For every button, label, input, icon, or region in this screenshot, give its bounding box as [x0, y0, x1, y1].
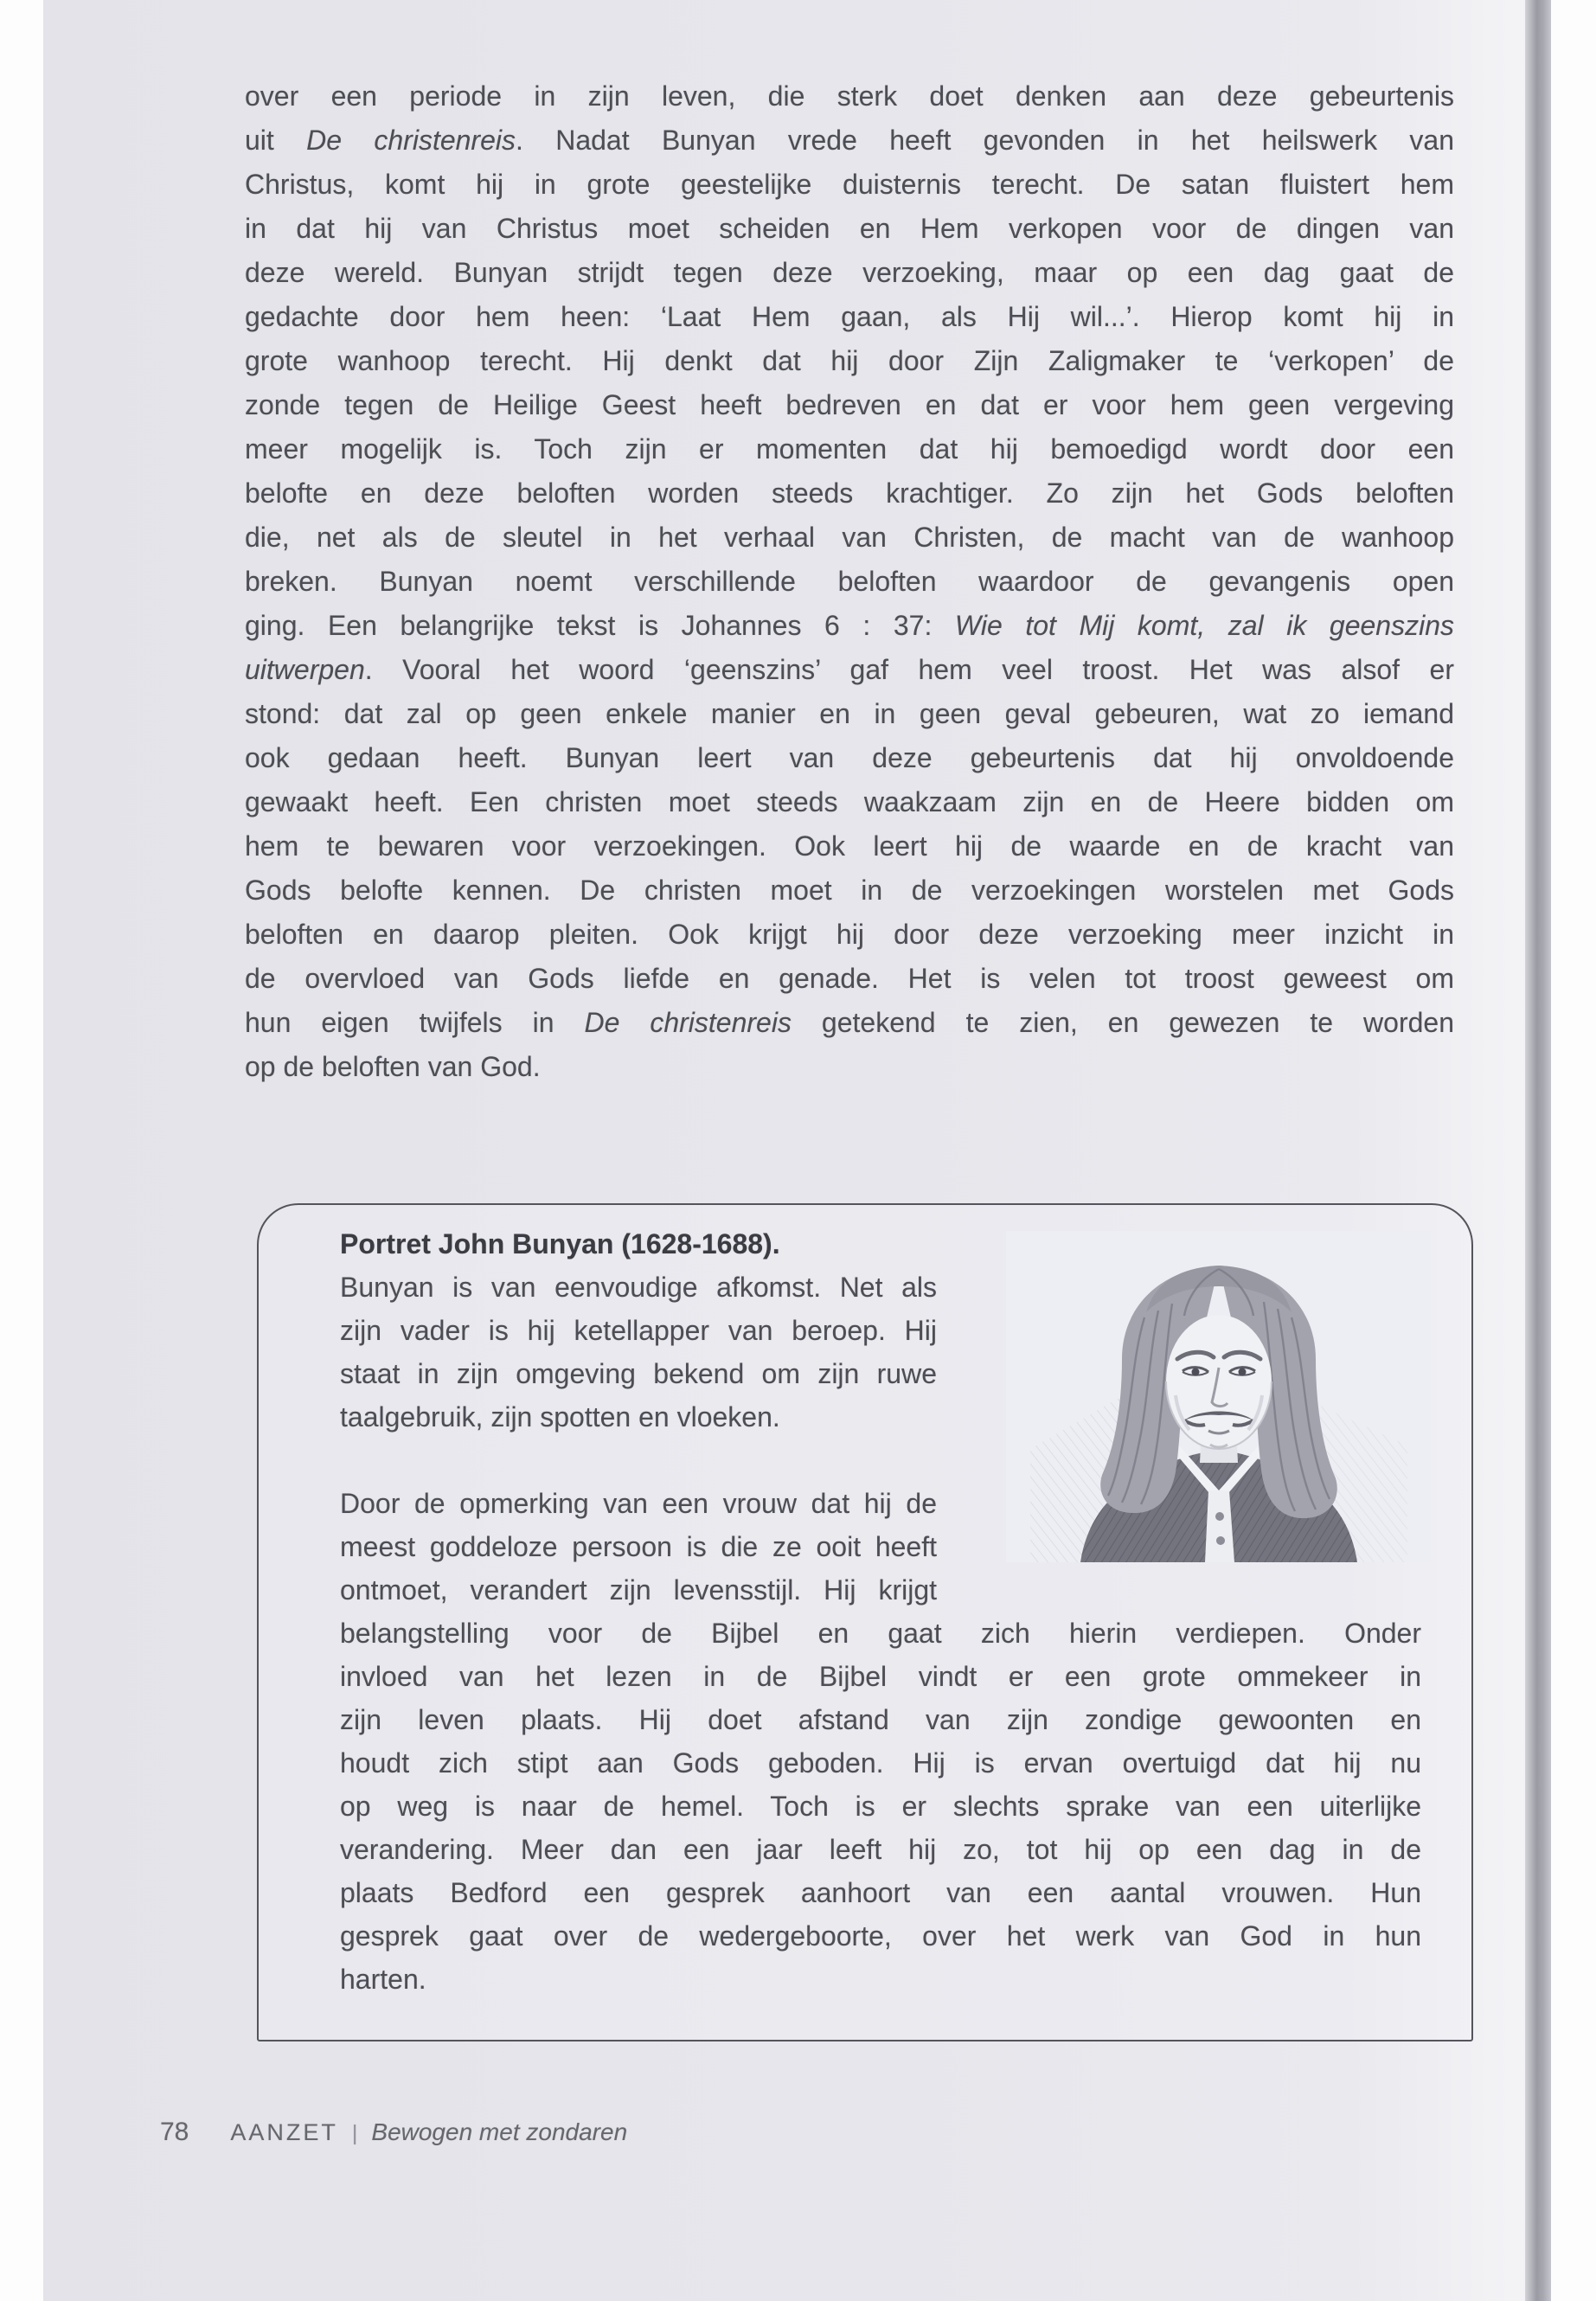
text-segment: houdt zich stipt aan Gods geboden. Hij is ervan overtuigd dat hij nu [340, 1747, 1421, 1779]
info-box-title: Portret John Bunyan (1628-1688). [340, 1228, 780, 1259]
text-line [245, 74, 1454, 119]
text-line [340, 1914, 1421, 1958]
text-segment: getekend te zien, en gewezen te worden [791, 1007, 1455, 1038]
text-line [245, 648, 1454, 692]
text-segment: die, net als de sleutel in het verhaal van Christen, de macht van de wanhoop [245, 522, 1454, 553]
footer-chapter-title: Bewogen met zondaren [371, 2118, 628, 2145]
text-segment: zijn leven plaats. Hij doet afstand van zijn zondige gewoonten en [340, 1704, 1421, 1735]
text-segment: Christus, komt hij in grote geestelijke duisternis terecht. De satan fluistert hem [245, 169, 1454, 200]
text-segment: op weg is naar de hemel. Toch is er slechts sprake van een uiterlijke [340, 1791, 1421, 1822]
text-segment: op de beloften van God. [245, 1051, 541, 1082]
text-segment: Door de opmerking van een vrouw dat hij de [340, 1488, 937, 1519]
text-line [245, 251, 1454, 295]
text-line [245, 207, 1454, 251]
text-segment: gewaakt heeft. Een christen moet steeds waakzaam zijn en de Heere bidden om [245, 786, 1454, 817]
italic-text-segment: De christenreis [584, 1007, 792, 1038]
text-line [245, 560, 1454, 604]
page-number: 78 [160, 2118, 189, 2146]
text-segment: beloften en daarop pleiten. Ook krijgt hij door deze verzoeking meer inzicht in [245, 919, 1454, 950]
text-segment: breken. Bunyan noemt verschillende beloften waardoor de gevangenis open [245, 566, 1454, 597]
text-line [245, 957, 1454, 1001]
text-segment: meer mogelijk is. Toch zijn er momenten dat hij bemoedigd wordt door een [245, 433, 1454, 465]
text-segment: taalgebruik, zijn spotten en vloeken. [340, 1401, 780, 1433]
text-segment: uit [245, 125, 307, 156]
pupil-left [1192, 1368, 1200, 1376]
text-segment: hun eigen twijfels in [245, 1007, 585, 1038]
text-segment: gedachte door hem heen: ‘Laat Hem gaan, als Hij wil...’. Hierop komt hij in [245, 301, 1454, 332]
text-line [245, 604, 1454, 648]
text-segment: verandering. Meer dan een jaar leeft hij zo, tot hij op een dag in de [340, 1834, 1421, 1865]
text-line [245, 339, 1454, 383]
text-line [245, 780, 1454, 824]
text-segment: meest goddeloze persoon is die ze ooit heeft [340, 1531, 937, 1562]
text-line [245, 119, 1454, 163]
text-segment: in dat hij van Christus moet scheiden en Hem verkopen voor de dingen van [245, 213, 1454, 244]
text-segment: grote wanhoop terecht. Hij denkt dat hij door Zijn Zaligmaker te ‘verkopen’ de [245, 345, 1454, 376]
page-edge-shadow [1525, 0, 1551, 2301]
text-segment: hem te bewaren voor verzoekingen. Ook leert hij de waarde en de kracht van [245, 830, 1454, 862]
text-line [340, 1698, 1421, 1741]
portrait-info-box [257, 1203, 1473, 2041]
text-line [245, 1045, 1454, 1089]
coat-button [1215, 1512, 1224, 1521]
italic-text-segment: De christenreis [306, 125, 516, 156]
text-line [340, 1525, 937, 1568]
text-line [245, 295, 1454, 339]
text-line [340, 1785, 1421, 1828]
text-line [340, 1309, 937, 1352]
page-footer [160, 2118, 627, 2147]
text-line [245, 868, 1454, 913]
text-line [340, 1612, 1421, 1655]
text-line [245, 163, 1454, 207]
john-bunyan-portrait [1006, 1231, 1432, 1562]
text-line [340, 1871, 1421, 1914]
portrait-engraving-image [1006, 1231, 1432, 1562]
text-segment: . Vooral het woord ‘geenszins’ gaf hem veel troost. Het was alsof er [364, 654, 1454, 685]
text-segment: zonde tegen de Heilige Geest heeft bedreven en dat er voor hem geen vergeving [245, 389, 1454, 420]
text-line [340, 1266, 937, 1309]
text-segment: harten. [340, 1964, 426, 1995]
text-line [245, 692, 1454, 736]
text-line [245, 736, 1454, 780]
text-segment: de overvloed van Gods liefde en genade. Het is velen tot troost geweest om [245, 963, 1454, 994]
footer-separator: | [351, 2121, 358, 2145]
text-line [245, 824, 1454, 868]
text-segment: zijn vader is hij ketellapper van beroep. Hij [340, 1315, 937, 1346]
text-line [340, 1482, 937, 1525]
text-line [340, 1568, 937, 1612]
italic-text-segment: Wie tot Mij komt, zal ik geenszins [954, 610, 1455, 641]
text-segment: gesprek gaat over de wedergeboorte, over het werk van God in hun [340, 1920, 1421, 1952]
text-line [245, 427, 1454, 471]
text-line [245, 1001, 1454, 1045]
text-line [340, 1655, 1421, 1698]
footer-series-title: AANZET [230, 2119, 338, 2145]
text-segment: ontmoet, verandert zijn levensstijl. Hij krijgt [340, 1574, 937, 1606]
text-line [340, 1741, 1421, 1785]
text-segment: . Nadat Bunyan vrede heeft gevonden in het heilswerk van [516, 125, 1455, 156]
text-segment: ging. Een belangrijke tekst is Johannes 6 : 37: [245, 610, 955, 641]
text-line [245, 516, 1454, 560]
text-segment: plaats Bedford een gesprek aanhoort van een aantal vrouwen. Hun [340, 1877, 1421, 1908]
coat-button [1216, 1536, 1225, 1545]
text-segment: ook gedaan heeft. Bunyan leert van deze gebeurtenis dat hij onvoldoende [245, 742, 1454, 773]
text-line [340, 1395, 937, 1439]
text-segment: Gods belofte kennen. De christen moet in de verzoekingen worstelen met Gods [245, 875, 1454, 906]
text-line [340, 1828, 1421, 1871]
main-paragraph [245, 74, 1454, 1089]
italic-text-segment: uitwerpen [245, 654, 365, 685]
text-line [245, 913, 1454, 957]
text-line [340, 1958, 1421, 2001]
text-segment: belangstelling voor de Bijbel en gaat zich hierin verdiepen. Onder [340, 1618, 1421, 1649]
text-segment: invloed van het lezen in de Bijbel vindt er een grote ommekeer in [340, 1661, 1421, 1692]
text-segment: over een periode in zijn leven, die sterk doet denken aan deze gebeurtenis [245, 80, 1454, 112]
text-line [340, 1352, 937, 1395]
text-line [245, 383, 1454, 427]
text-segment: stond: dat zal op geen enkele manier en in geen geval gebeuren, wat zo iemand [245, 698, 1454, 729]
text-segment: deze wereld. Bunyan strijdt tegen deze verzoeking, maar op een dag gaat de [245, 257, 1454, 288]
text-segment: Bunyan is van eenvoudige afkomst. Net als [340, 1272, 937, 1303]
text-line [245, 471, 1454, 516]
text-segment: belofte en deze beloften worden steeds krachtiger. Zo zijn het Gods beloften [245, 478, 1454, 509]
text-segment: staat in zijn omgeving bekend om zijn ruwe [340, 1358, 937, 1389]
pupil-right [1239, 1368, 1247, 1376]
